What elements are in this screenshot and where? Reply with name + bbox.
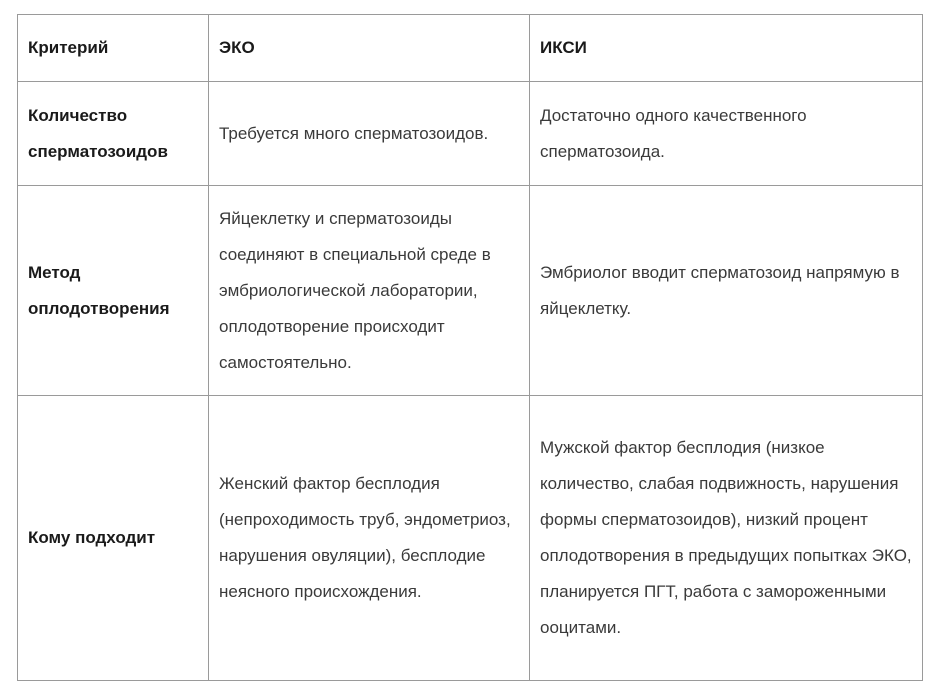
- row-criterion: Метод оплодотворения: [18, 186, 209, 396]
- row-eco-cell: Яйцеклетку и сперматозоиды соединяют в специальной среде в эмбриологической лаборатории, оплодотворение происходит самостоятельно.: [209, 186, 530, 396]
- header-criterion: Критерий: [18, 15, 209, 82]
- row-eco-cell: Женский фактор бесплодия (непроходимость труб, эндометриоз, нарушения овуляции), бесплодие неясного происхождения.: [209, 396, 530, 681]
- row-criterion: Количество сперматозоидов: [18, 82, 209, 186]
- table-header-row: [18, 15, 923, 82]
- row-eco-cell: Требуется много сперматозоидов.: [209, 82, 530, 186]
- comparison-table: [17, 14, 923, 681]
- row-icsi-cell: Мужской фактор бесплодия (низкое количество, слабая подвижность, нарушения формы сперматозоидов), низкий процент оплодотворения в предыдущих попытках ЭКО, планируется ПГТ, работа с замороженными ооцитами.: [530, 396, 923, 681]
- row-icsi-cell: Эмбриолог вводит сперматозоид напрямую в яйцеклетку.: [530, 186, 923, 396]
- row-criterion: Кому подходит: [18, 396, 209, 681]
- table-row: [18, 186, 923, 396]
- table-row: [18, 82, 923, 186]
- table-row: [18, 396, 923, 681]
- row-icsi-cell: Достаточно одного качественного сперматозоида.: [530, 82, 923, 186]
- header-eco: ЭКО: [209, 15, 530, 82]
- header-icsi: ИКСИ: [530, 15, 923, 82]
